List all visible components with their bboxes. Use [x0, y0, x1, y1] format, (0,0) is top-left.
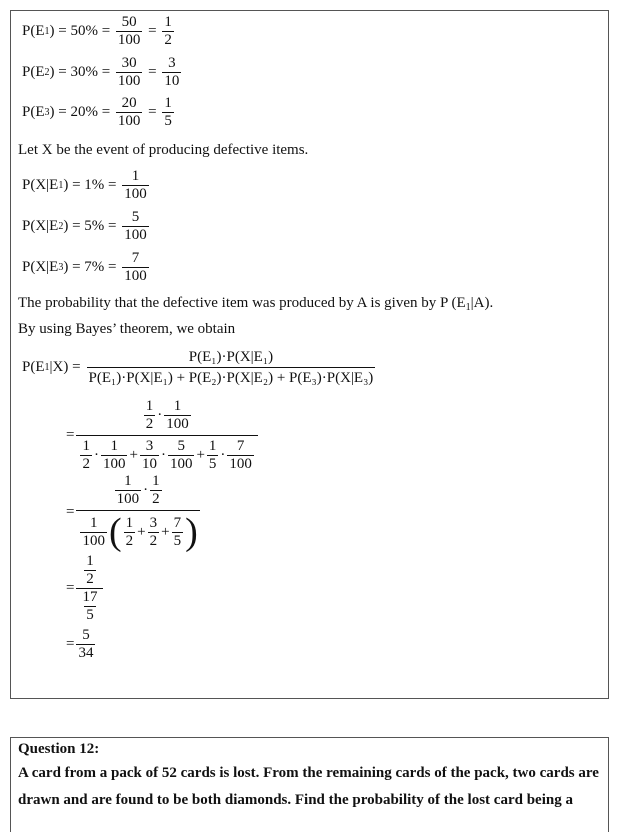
- fraction: $\frac{30}{100}$: [117, 55, 141, 89]
- step1-fraction: $\frac{1}{2}$ · $\frac{1}{100}$ $\frac{1}{2}$ · $\frac{1}{100}$ + $\frac{3}{10}$ · $\frac{5}{100}$ + $\frac{1}{5}$ · $\frac{7}{100}$: [76, 398, 257, 473]
- bayes-fraction: $\frac{\text{P(E₁)·P(X|E₁)}}{\text{P(E₁)·P(X|E₁) + P(E₂)·P(X|E₂) + P(E₃)·P(X|E₃)}}$: [88, 349, 374, 386]
- question-line-1: A card from a pack of 52 cards is lost. From the remaining cards of the pack, two cards are: [18, 765, 599, 781]
- fraction: $\frac{1}{5}$: [164, 95, 172, 129]
- fraction: $\frac{1}{2}$: [164, 14, 172, 48]
- fraction: $\frac{7}{100}$: [124, 250, 147, 284]
- fraction: $\frac{1}{100}$: [124, 168, 147, 202]
- eq-pe3: P(E 3 ) = 20% = $\frac{20}{100}$ = $\frac{1}{5}$: [22, 95, 172, 129]
- eq-px-e1: P(X|E 1 ) = 1% = $\frac{1}{100}$: [22, 168, 147, 202]
- let-x-text: Let X be the event of producing defective items.: [18, 142, 309, 158]
- prob-text: The probability that the defective item was produced by A is given by P $(E_1|A)$.: [18, 295, 494, 313]
- question-box: [10, 737, 609, 832]
- eq-px-e3: P(X|E 3 ) = 7% = $\frac{7}{100}$: [22, 250, 147, 284]
- final-answer: $\frac{5}{34}$: [78, 627, 94, 661]
- step-4: = $\frac{5}{34}$: [66, 627, 94, 661]
- fraction: $\frac{50}{100}$: [117, 14, 141, 48]
- question-line-2: drawn and are found to be both diamonds. Find the probability of the lost card being a: [18, 792, 573, 808]
- eq-px-e2: P(X|E 2 ) = 5% = $\frac{5}{100}$: [22, 209, 147, 243]
- question-title: Question 12:: [18, 741, 100, 757]
- step3-fraction: $\frac{\frac{1}{2}}{\frac{17}{5}}$: [76, 553, 103, 624]
- bayes-text: By using Bayes’ theorem, we obtain: [18, 321, 236, 337]
- bayes-formula: P(E 1 |X) = $\frac{\text{P(E₁)·P(X|E₁)}}{\text{P(E₁)·P(X|E₁) + P(E₂)·P(X|E₂) + P(E₃)·P(X|E₃)}}$: [22, 349, 374, 386]
- fraction: $\frac{3}{10}$: [164, 55, 180, 89]
- step-2: = $\frac{1}{100}$ · $\frac{1}{2}$ $\frac{1}{100}$ ( $\frac{1}{2}$ + $\frac{3}{2}$ + $\frac{7}{5}$ ): [66, 473, 198, 553]
- step-3: = $\frac{\frac{1}{2}}{\frac{17}{5}}$: [66, 553, 105, 624]
- fraction: $\frac{20}{100}$: [117, 95, 141, 129]
- eq-pe2: P(E 2 ) = 30% = $\frac{30}{100}$ = $\frac{3}{10}$: [22, 55, 180, 89]
- eq-pe1: P(E 1 ) = 50% = $\frac{50}{100}$ = $\frac{1}{2}$: [22, 14, 172, 48]
- step2-fraction: $\frac{1}{100}$ · $\frac{1}{2}$ $\frac{1}{100}$ ( $\frac{1}{2}$ + $\frac{3}{2}$ + $\frac{7}{5}$ ): [76, 473, 199, 551]
- fraction: $\frac{5}{100}$: [124, 209, 147, 243]
- step-1: = $\frac{1}{2}$ · $\frac{1}{100}$ $\frac{1}{2}$ · $\frac{1}{100}$ + $\frac{3}{10}$ · $\frac{5}{100}$ + $\frac{1}{5}$ · $\frac{7}{100}$: [66, 398, 260, 473]
